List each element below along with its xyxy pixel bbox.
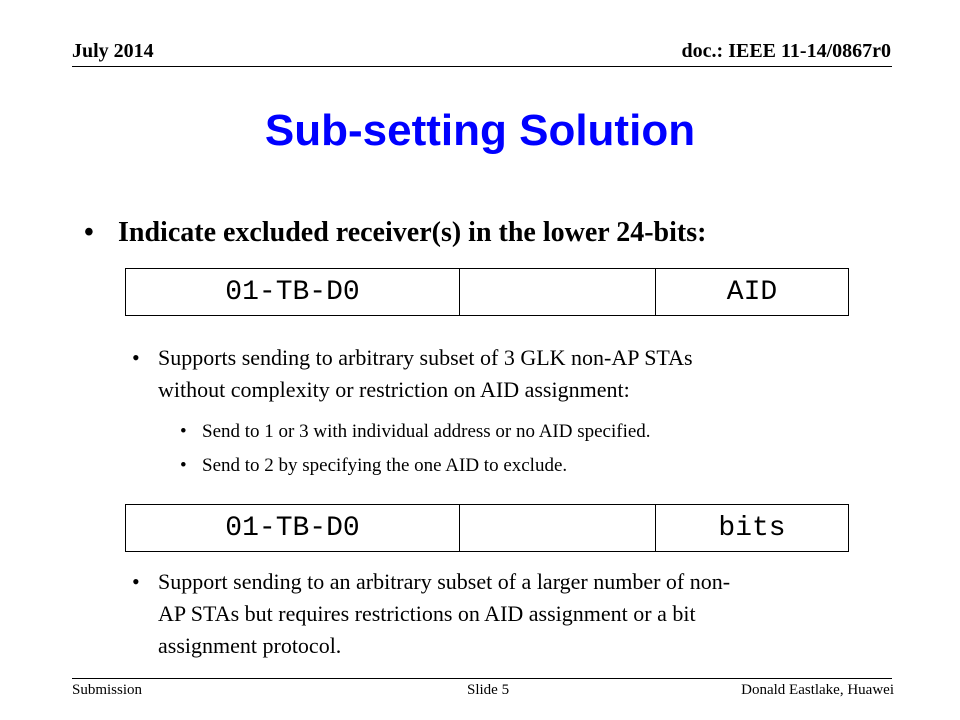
sub-bullet-line: assignment protocol. xyxy=(158,633,342,658)
frame-field-prefix: 01-TB-D0 xyxy=(126,505,460,551)
sub-bullet-line: Supports sending to arbitrary subset of 3 GLK non-AP STAs xyxy=(158,345,693,370)
bullet-marker: • xyxy=(132,569,140,594)
sub-bullet-line: Support sending to an arbitrary subset of a larger number of non- xyxy=(158,569,731,594)
sub-bullet-line: without complexity or restriction on AID assignment: xyxy=(158,377,630,402)
frame-field-blank xyxy=(460,269,656,315)
header-date: July 2014 xyxy=(72,40,154,62)
frame-format-bits xyxy=(125,504,849,552)
slide-title: Sub-setting Solution xyxy=(264,106,696,155)
main-bullet-text: Indicate excluded receiver(s) in the lower 24-bits: xyxy=(118,217,707,248)
frame-field-blank xyxy=(460,505,656,551)
frame-format-aid xyxy=(125,268,849,316)
footer-divider xyxy=(72,678,892,679)
sub-sub-bullet: Send to 1 or 3 with individual address or no AID specified. xyxy=(202,421,651,442)
bullet-marker: • xyxy=(180,455,187,476)
frame-field-prefix: 01-TB-D0 xyxy=(126,269,460,315)
frame-field-bits: bits xyxy=(718,512,786,544)
header-divider xyxy=(72,66,892,67)
bullet-marker: • xyxy=(180,421,187,442)
footer-author: Donald Eastlake, Huawei xyxy=(741,682,894,698)
bullet-marker: • xyxy=(84,217,94,248)
footer-slide-number: Slide 5 xyxy=(467,682,510,698)
sub-sub-bullet: Send to 2 by specifying the one AID to exclude. xyxy=(202,455,568,476)
bullet-marker: • xyxy=(132,345,140,370)
footer-submission: Submission xyxy=(72,682,143,698)
sub-bullet-line: AP STAs but requires restrictions on AID assignment or a bit xyxy=(158,601,696,626)
header-doc-id: doc.: IEEE 11-14/0867r0 xyxy=(681,40,891,62)
frame-field-aid: AID xyxy=(726,276,778,308)
